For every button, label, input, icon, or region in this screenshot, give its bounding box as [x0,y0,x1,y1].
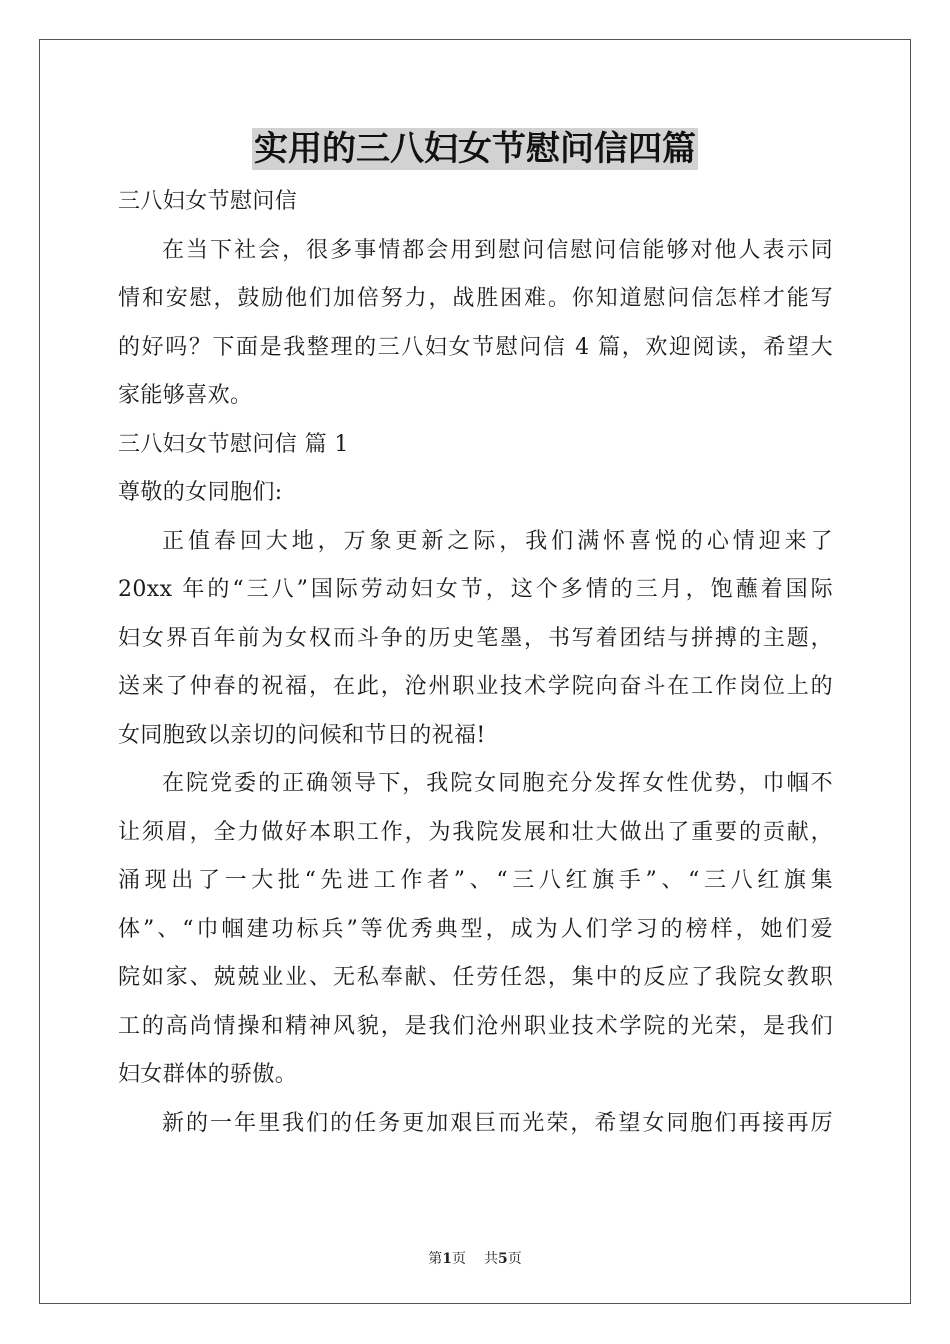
text-line: 体”、“巾帼建功标兵”等优秀典型，成为人们学习的榜样，她们爱 [118,916,833,942]
total-suffix: 页 [507,1251,522,1267]
title-container [0,128,950,170]
text-line: 三八妇女节慰问信 篇 1 [118,431,349,457]
document-body [118,178,833,1148]
text-line: 在院党委的正确领导下，我院女同胞充分发挥女性优势，巾帼不 [162,771,833,796]
text-line: 家能够喜欢。 [118,383,253,408]
page-footer [0,1248,950,1268]
text-line: 女同胞致以亲切的问候和节日的祝福! [118,722,486,748]
text-line: 送来了仲春的祝福，在此，沧州职业技术学院向奋斗在工作岗位上的 [118,674,833,699]
page-prefix: 第 [428,1251,443,1267]
total-prefix: 共 [484,1251,498,1267]
page-total: 5 [498,1251,508,1267]
document-title: 实用的三八妇女节慰问信四篇 [254,129,696,169]
text-line: 院如家、兢兢业业、无私奉献、任劳任怨，集中的反应了我院女教职 [118,965,833,990]
page-suffix: 页 [452,1251,466,1267]
text-line: 让须眉，全力做好本职工作，为我院发展和壮大做出了重要的贡献， [118,819,833,845]
text-line: 的好吗？下面是我整理的三八妇女节慰问信 4 篇，欢迎阅读，希望大 [118,334,833,360]
text-line: 三八妇女节慰问信 [118,189,298,214]
text-line: 尊敬的女同胞们: [118,480,283,505]
text-line: 妇女界百年前为女权而斗争的历史笔墨，书写着团结与拼搏的主题， [118,625,833,651]
text-line: 正值春回大地，万象更新之际，我们满怀喜悦的心情迎来了 [162,528,833,554]
text-line: 情和安慰，鼓励他们加倍努力，战胜困难。你知道慰问信怎样才能写 [118,286,833,311]
text-line: 新的一年里我们的任务更加艰巨而光荣，希望女同胞们再接再厉 [162,1110,833,1136]
text-line: 20xx 年的“三八”国际劳动妇女节，这个多情的三月，饱蘸着国际 [118,577,833,602]
text-line: 妇女群体的骄傲。 [118,1062,298,1087]
text-line: 工的高尚情操和精神风貌，是我们沧州职业技术学院的光荣，是我们 [118,1013,833,1039]
text-line: 涌现出了一大批“先进工作者”、“三八红旗手”、“三八红旗集 [118,868,833,893]
page-current: 1 [442,1251,452,1267]
text-line: 在当下社会，很多事情都会用到慰问信慰问信能够对他人表示同 [162,237,833,263]
